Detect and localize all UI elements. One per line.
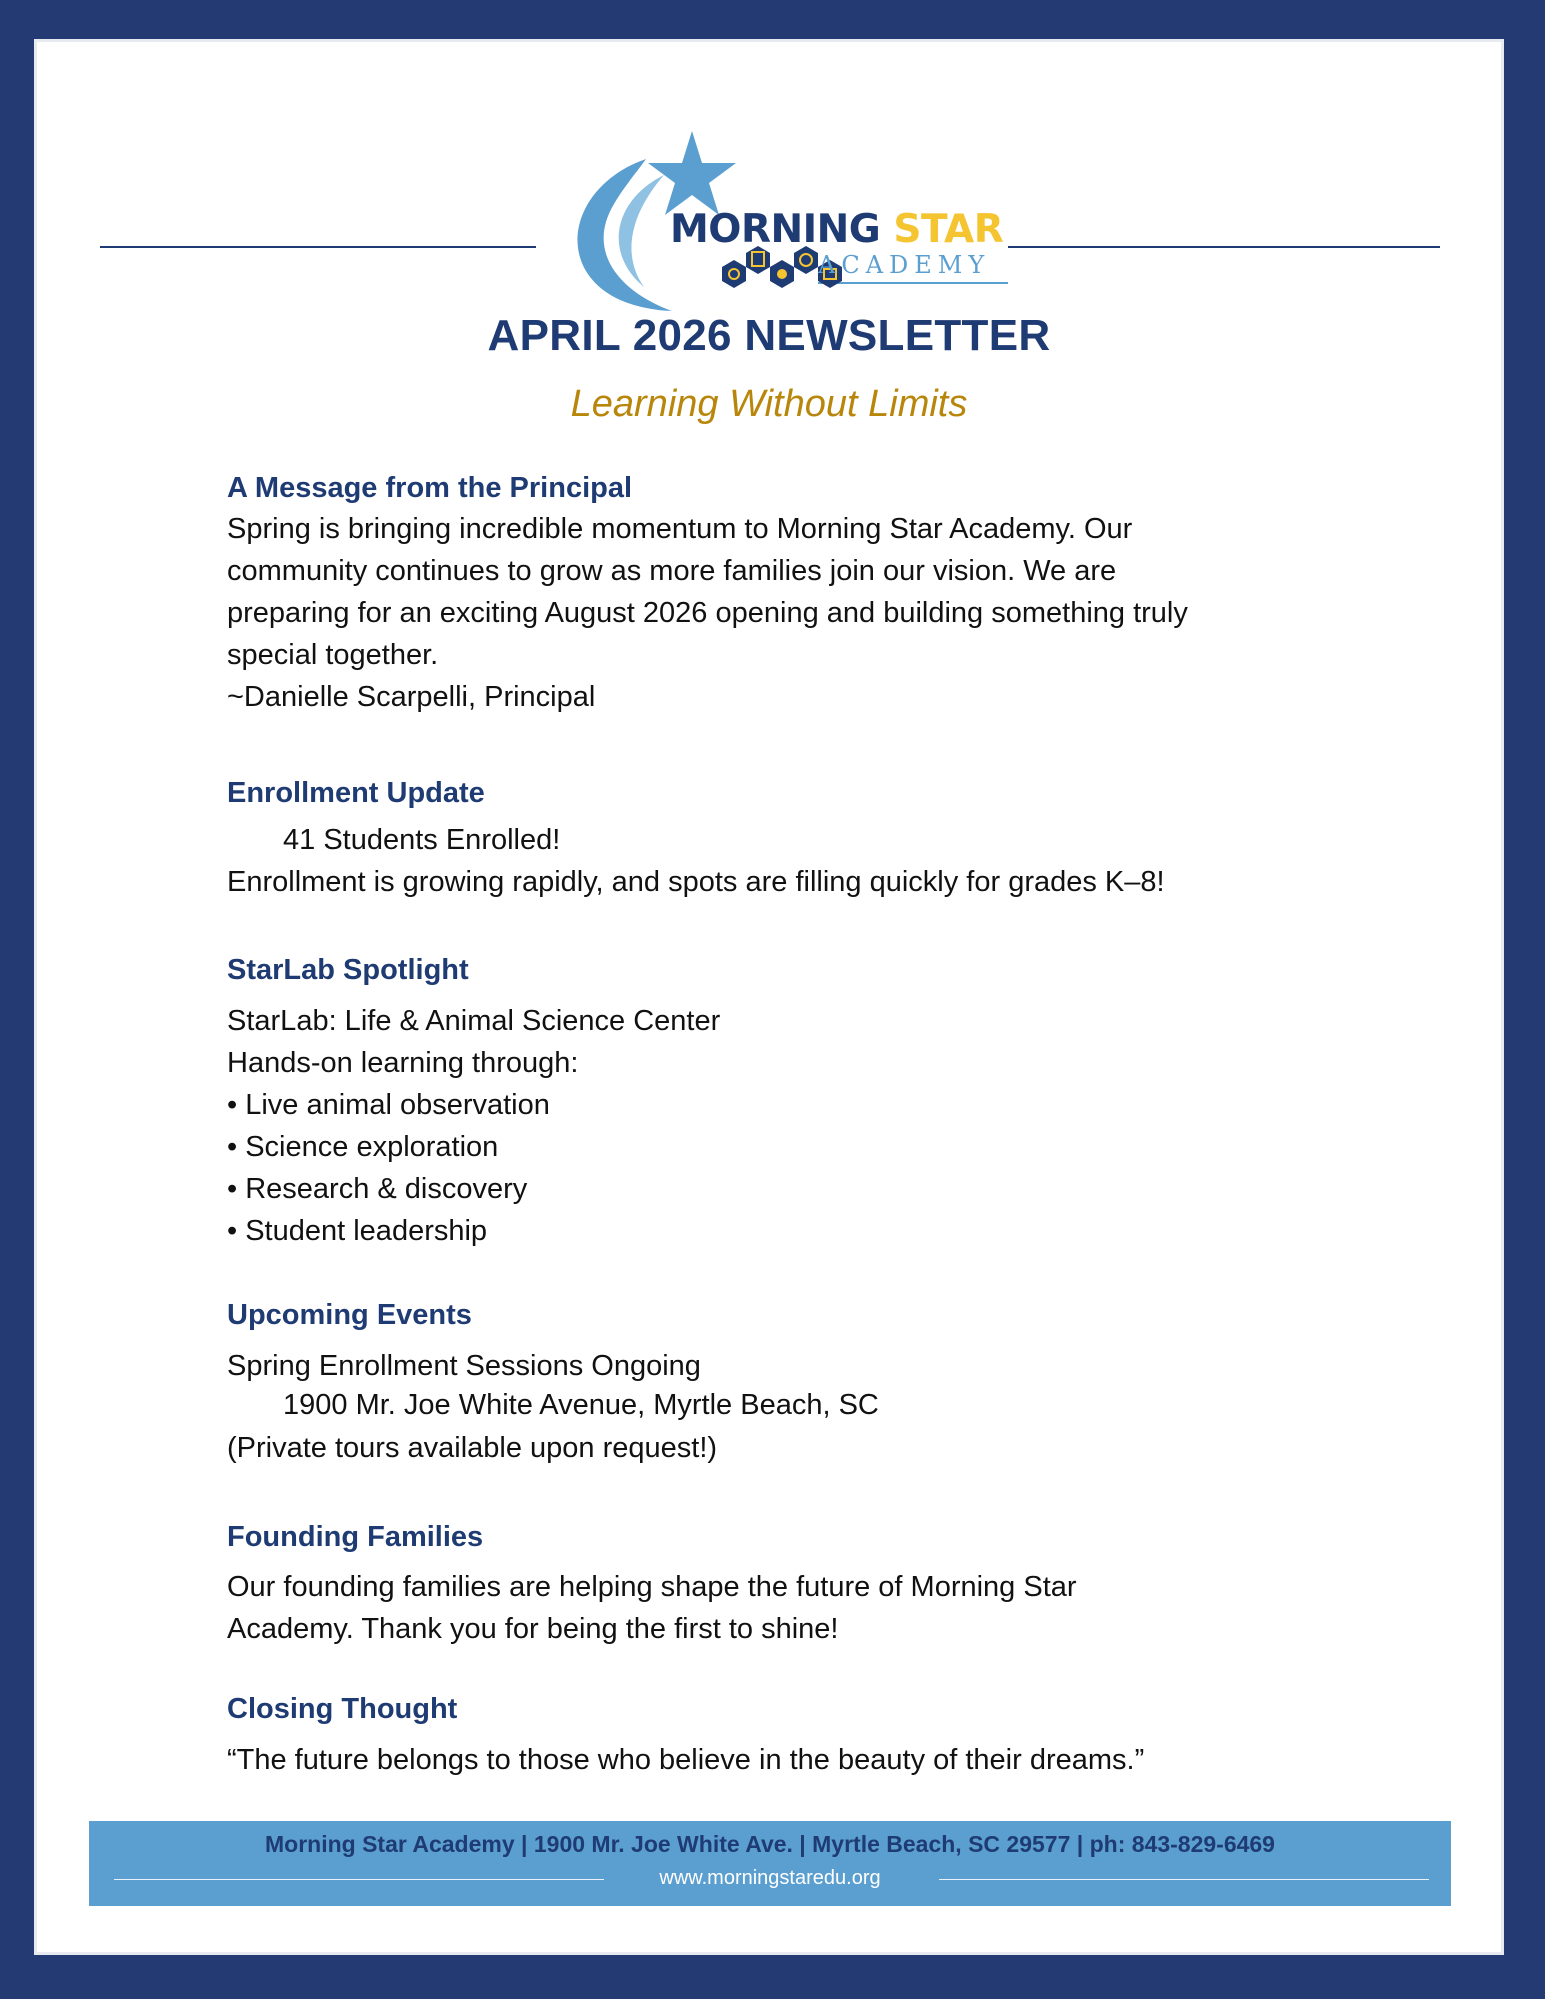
star-icon bbox=[648, 131, 736, 215]
principal-line: Spring is bringing incredible momentum to Morning Star Academy. Our bbox=[227, 513, 1133, 545]
starlab-bullet: • Live animal observation bbox=[227, 1089, 550, 1121]
header-rule-left bbox=[100, 246, 536, 248]
enrollment-body: Enrollment is growing rapidly, and spots are filling quickly for grades K–8! bbox=[227, 866, 1165, 898]
closing-quote: “The future belongs to those who believe in the beauty of their dreams.” bbox=[227, 1744, 1145, 1776]
events-heading: Upcoming Events bbox=[227, 1299, 472, 1331]
principal-line: preparing for an exciting August 2026 opening and building something truly bbox=[227, 597, 1188, 629]
enrollment-count: 41 Students Enrolled! bbox=[283, 824, 561, 856]
school-logo bbox=[554, 89, 1024, 329]
footer-contact: Morning Star Academy | 1900 Mr. Joe White Ave. | Myrtle Beach, SC 29577 | ph: 843-829-6469 bbox=[265, 1831, 1275, 1857]
starlab-heading: StarLab Spotlight bbox=[227, 954, 469, 986]
starlab-bullet: • Student leadership bbox=[227, 1215, 488, 1247]
starlab-line: Hands-on learning through: bbox=[227, 1047, 579, 1079]
newsletter-title: APRIL 2026 NEWSLETTER bbox=[487, 311, 1051, 360]
logo-word-star: STAR bbox=[893, 207, 1004, 252]
founding-line: Our founding families are helping shape the future of Morning Star bbox=[227, 1571, 1077, 1603]
starlab-line: StarLab: Life & Animal Science Center bbox=[227, 1005, 721, 1037]
atom-hexagon-icon bbox=[722, 260, 746, 288]
closing-heading: Closing Thought bbox=[227, 1693, 458, 1725]
footer-website[interactable]: www.morningstaredu.org bbox=[659, 1867, 881, 1889]
starlab-bullet: • Research & discovery bbox=[227, 1173, 528, 1205]
newsletter-subtitle: Learning Without Limits bbox=[570, 383, 968, 425]
founding-heading: Founding Families bbox=[227, 1521, 484, 1553]
enrollment-heading: Enrollment Update bbox=[227, 777, 485, 809]
principal-line: community continues to grow as more families join our vision. We are bbox=[227, 555, 1117, 587]
principal-line: special together. bbox=[227, 639, 439, 671]
logo-wordmark bbox=[670, 207, 1003, 252]
principal-heading: A Message from the Principal bbox=[227, 472, 633, 504]
principal-signature: ~Danielle Scarpelli, Principal bbox=[227, 681, 596, 713]
header-rule-right bbox=[1008, 246, 1440, 248]
starlab-bullet: • Science exploration bbox=[227, 1131, 499, 1163]
events-line: Spring Enrollment Sessions Ongoing bbox=[227, 1350, 701, 1382]
events-address: 1900 Mr. Joe White Avenue, Myrtle Beach, SC bbox=[283, 1389, 879, 1421]
newsletter-page bbox=[34, 39, 1504, 1955]
founding-line: Academy. Thank you for being the first to shine! bbox=[227, 1613, 839, 1645]
gear-hexagon-icon bbox=[770, 260, 794, 288]
logo-word-morning: MORNING bbox=[670, 207, 881, 252]
events-note: (Private tours available upon request!) bbox=[227, 1432, 718, 1464]
logo-word-academy: ACADEMY bbox=[818, 251, 991, 279]
footer-bar bbox=[89, 1821, 1451, 1906]
